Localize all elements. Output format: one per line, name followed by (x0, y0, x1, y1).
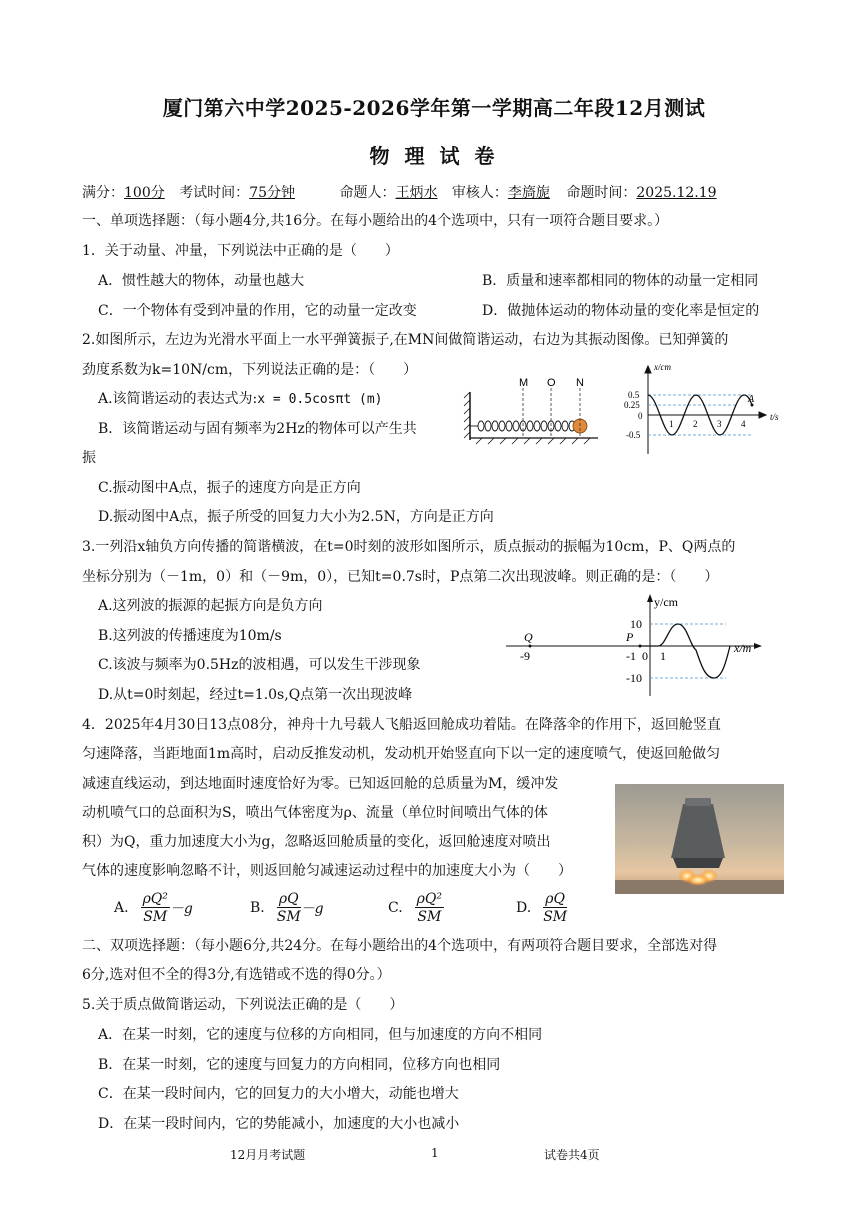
q2-option-b-line1: B．该简谐运动与固有频率为2Hz的物体可以产生共 (98, 421, 417, 437)
wg-x-p: -1 (626, 649, 636, 663)
q1-option-b: B．质量和速率都相同的物体的动量一定相同 (482, 273, 759, 289)
point-p (639, 645, 642, 648)
section1-heading: 一、单项选择题：（每小题4分,共16分。在每小题给出的4个选项中，只有一项符合题目要求。） (82, 213, 669, 229)
x-axis-arrow (759, 412, 766, 418)
vg-tick-y-0: 0.5 (628, 390, 640, 400)
q3-option-b: B.这列波的传播速度为10m/s (98, 628, 282, 644)
q5-option-b: B．在某一时刻，它的速度与回复力的方向相同，位移方向也相同 (98, 1057, 501, 1073)
wg-label-p: P (626, 630, 634, 644)
q4-line2: 匀速降落，当距地面1m高时，启动反推发动机，发动机开始竖直向下以一定的速度喷气，使返回舱做匀 (82, 746, 721, 762)
q1-option-c: C．一个物体有受到冲量的作用，它的动量一定改变 (98, 303, 417, 319)
q4-b-fraction: $\frac{\rho Q}{SM}$ (276, 891, 301, 925)
q4-option-b: B. $\frac{\rho Q}{SM}$ －g (250, 891, 324, 925)
wg-ylabel: y/cm (654, 595, 678, 609)
exam-time: 75分钟 (249, 185, 296, 201)
q2-formula: x = 0.5cosπt (m) (257, 392, 383, 407)
vg-tick-x-2: 3 (717, 419, 722, 429)
q4-option-d: D. $\frac{\rho Q}{SM}$ (516, 891, 568, 925)
wave-x-arrow (754, 643, 762, 649)
exam-title: 厦门第六中学2025-2026学年第一学期高二年段12月测试 (162, 96, 706, 120)
wave-y-arrow (647, 594, 653, 602)
author: 王炳水 (395, 185, 438, 201)
q2-stem-line1: 2.如图所示，左边为光滑水平面上一水平弹簧振子,在MN间做简谐运动，右边为其振动图像。已知弹簧的 (82, 332, 729, 348)
q4-line4: 动机喷气口的总面积为S，喷出气体密度为ρ、流量（单位时间喷出气体的体 (82, 805, 548, 821)
vg-tick-y-2: 0 (638, 411, 643, 421)
wall-hatching (464, 392, 470, 438)
wg-label-q: Q (524, 630, 533, 644)
wave-graph (506, 590, 766, 698)
footer-left: 12月月考试题 (230, 1148, 306, 1162)
vg-tick-y-3: -0.5 (626, 430, 641, 440)
q4-option-a: A. $\frac{\text{ρQ²}}{SM}$ －g (114, 891, 193, 925)
capsule-illustration (615, 784, 784, 894)
section2-heading-line2: 6分,选对但不全的得3分,有选错或不选的得0分。） (82, 967, 391, 983)
wave-curve (640, 624, 730, 678)
q2-option-d: D.振动图中A点，振子所受的回复力大小为2.5N，方向是正方向 (98, 509, 494, 525)
q5-option-c: C．在某一段时间内，它的回复力的大小增大，动能也增大 (98, 1086, 459, 1102)
q3-stem-line2: 坐标分别为（－1m，0）和（－9m，0），已知t=0.7s时，P点第二次出现波峰。则正确的是：（ ） (82, 569, 719, 585)
vg-tick-y-1: 0.25 (624, 400, 640, 410)
vg-tick-x-0: 1 (669, 419, 674, 429)
q3-option-d: D.从t=0时刻起，经过t=1.0s,Q点第一次出现波峰 (98, 687, 413, 703)
vibration-graph (612, 364, 788, 456)
q2-option-a: A.该简谐运动的表达式为:x = 0.5cosπt (m) (98, 391, 383, 407)
q2-option-c: C.振动图中A点，振子的速度方向是正方向 (98, 480, 361, 496)
reviewer: 李旖旎 (507, 185, 550, 201)
vg-xlabel: t/s (770, 412, 779, 422)
section2-heading-line1: 二、双项选择题：（每小题6分,共24分。在每小题给出的4个选项中，有两项符合题目要求，全部选对得 (82, 938, 718, 954)
exam-meta: 满分：100分 考试时间：75分钟 命题人：王炳水 审核人：李旖旎 命题时间：2025.12.19 (82, 185, 717, 201)
q4-line1: 4．2025年4月30日13点08分，神舟十九号载人飞船返回舱成功着陆。在降落伞的作用下，返回舱竖直 (82, 717, 721, 733)
spring-oscillator-diagram (462, 372, 602, 454)
q2-stem-line2: 劲度系数为k=10N/cm，下列说法正确的是：（ ） (82, 362, 418, 378)
wg-xlabel: x/m (734, 641, 752, 655)
label-n: N (576, 377, 584, 389)
exam-date: 2025.12.19 (636, 185, 717, 201)
point-q (529, 645, 532, 648)
floor-hatching (476, 438, 590, 444)
footer-right: 试卷共4页 (544, 1148, 600, 1162)
q1-stem: 1．关于动量、冲量，下列说法中正确的是（ ） (82, 243, 399, 259)
q4-option-c: C. $\frac{\text{ρQ²}}{SM}$ (388, 891, 442, 925)
vg-point-label: A (748, 394, 755, 405)
wg-y-top: 10 (630, 617, 642, 631)
q5-option-d: D．在某一段时间内，它的势能减小，加速度的大小也减小 (98, 1116, 460, 1132)
spring (470, 421, 575, 431)
exam-subtitle: 物 理 试 卷 (369, 144, 499, 168)
vg-ylabel: x/cm (654, 364, 671, 372)
wg-y-bottom: -10 (626, 671, 642, 685)
q2-option-b-line2: 振 (82, 450, 96, 466)
vg-tick-x-3: 4 (741, 419, 746, 429)
wg-x-q: -9 (520, 649, 530, 663)
q4-line6: 气体的速度影响忽略不计，则返回舱匀减速运动过程中的加速度大小为（ ） (82, 863, 572, 879)
q4-line3: 减速直线运动，到达地面时速度恰好为零。已知返回舱的总质量为M，缓冲发 (82, 776, 559, 792)
capsule-photo (615, 784, 784, 894)
y-axis-arrow (645, 366, 651, 373)
q1-option-a: A．惯性越大的物体，动量也越大 (98, 273, 305, 289)
q3-option-a: A.这列波的振源的起振方向是负方向 (98, 598, 323, 614)
full-score: 100分 (124, 185, 165, 201)
q5-option-a: A．在某一时刻，它的速度与位移的方向相同，但与加速度的方向不相同 (98, 1027, 543, 1043)
q4-line5: 积）为Q，重力加速度大小为g，忽略返回舱质量的变化，返回舱速度对喷出 (82, 834, 551, 850)
vg-tick-x-1: 2 (693, 419, 698, 429)
q5-stem: 5.关于质点做简谐运动，下列说法正确的是（ ） (82, 997, 404, 1013)
q3-stem-line1: 3.一列沿x轴负方向传播的简谐横波，在t=0时刻的波形如图所示，质点振动的振幅为10cm，P、Q两点的 (82, 539, 736, 555)
q1-option-d: D．做抛体运动的物体动量的变化率是恒定的 (482, 303, 760, 319)
q3-option-c: C.该波与频率为0.5Hz的波相遇，可以发生干涉现象 (98, 657, 421, 673)
page-number: 1 (431, 1146, 439, 1160)
q4-d-fraction: $\frac{\rho Q}{SM}$ (543, 891, 568, 925)
label-m: M (519, 377, 529, 389)
wg-x-one: 1 (660, 649, 666, 663)
wg-x-zero: 0 (642, 649, 648, 663)
q4-a-fraction: $\frac{\text{ρQ²}}{SM}$ (142, 891, 168, 925)
label-o: O (547, 377, 556, 389)
q4-c-fraction: $\frac{\text{ρQ²}}{SM}$ (416, 891, 442, 925)
